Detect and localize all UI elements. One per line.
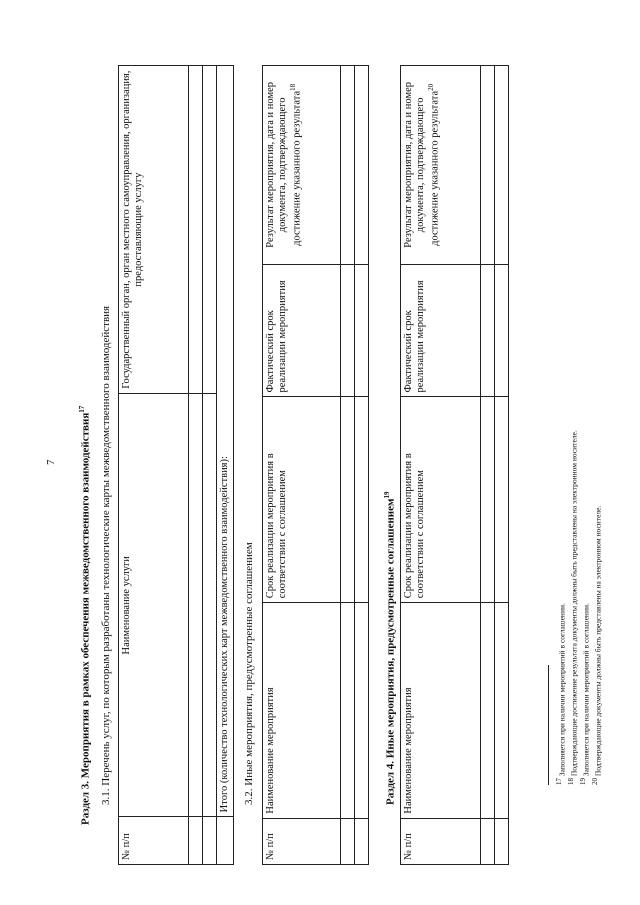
t31-header-num: № п/п [119,817,189,865]
table-row [341,66,355,865]
t32-header-result [263,66,341,265]
footnote-item: $^{17}$ Заполняется при наличии мероприятий в соглашении. [555,603,567,785]
table-row [203,66,217,865]
section3-title [78,406,92,825]
t4-header-name: Наименование мероприятия [401,603,481,818]
page-number: 7 [45,459,57,465]
table-3-2 [262,65,369,865]
t4-header-result-text: Результат мероприятия, дата и номер документа, подтверждающего достижение указанного результата [403,81,441,248]
table-row [189,66,203,865]
t4-header-num: № п/п [401,818,481,864]
section4-title-sup: 19 [383,491,391,499]
t32-header-name: Наименование мероприятия [263,603,341,818]
t32-header-result-sup: 18 [289,83,298,91]
t31-header-org: Государственный орган, орган местного самоуправления, организация, предоставляющие услугу [119,66,189,394]
t4-header-result-sup: 20 [427,83,436,91]
t4-header-term: Срок реализации мероприятия в соответствии с соглашением [401,397,481,603]
section4-title-text: Раздел 4. Иные мероприятия, предусмотренные соглашением [384,498,397,805]
footnote-divider [548,665,549,785]
subsection32-title: 3.2. Иные мероприятия, предусмотренные соглашением [243,542,255,805]
t32-header-actual: Фактический срок реализации мероприятия [263,264,341,397]
t4-header-actual: Фактический срок реализации мероприятия [401,264,481,397]
t32-header-num: № п/п [263,818,341,864]
section4-title [383,491,397,805]
footnote-item: $^{20}$ Подтверждающие документы должны быть представлены на электронном носителе. [590,505,603,785]
section3-title-sup: 17 [78,405,86,413]
subsection31-title: 3.1. Перечень услуг, по которым разработаны технологические карты межведомственного взаимодействия [100,305,112,805]
footnotes [555,430,603,785]
t32-header-term: Срок реализации мероприятия в соответствии с соглашением [263,397,341,603]
table-3-1 [118,65,234,865]
section3-title-text: Раздел 3. Мероприятия в рамках обеспечения межведомственного взаимодействия [79,412,92,825]
footnote-item: $^{18}$ Подтверждающие достижение результата документы должны быть представлены на электронном носителе. [566,430,579,785]
table-row [481,66,495,865]
footnote-item: $^{19}$ Заполняется при наличии мероприятий в соглашении. [578,603,591,785]
t31-total-label: Итого (количество технологических карт межведомственного взаимодействия): [217,66,234,817]
table-row [495,66,509,865]
t31-header-service: Наименование услуги [119,394,189,817]
t32-header-result-text: Результат мероприятия, дата и номер документа, подтверждающего достижение указанного результата [265,81,303,248]
table-4 [400,65,509,865]
t4-header-result [401,66,481,265]
table-row [355,66,369,865]
